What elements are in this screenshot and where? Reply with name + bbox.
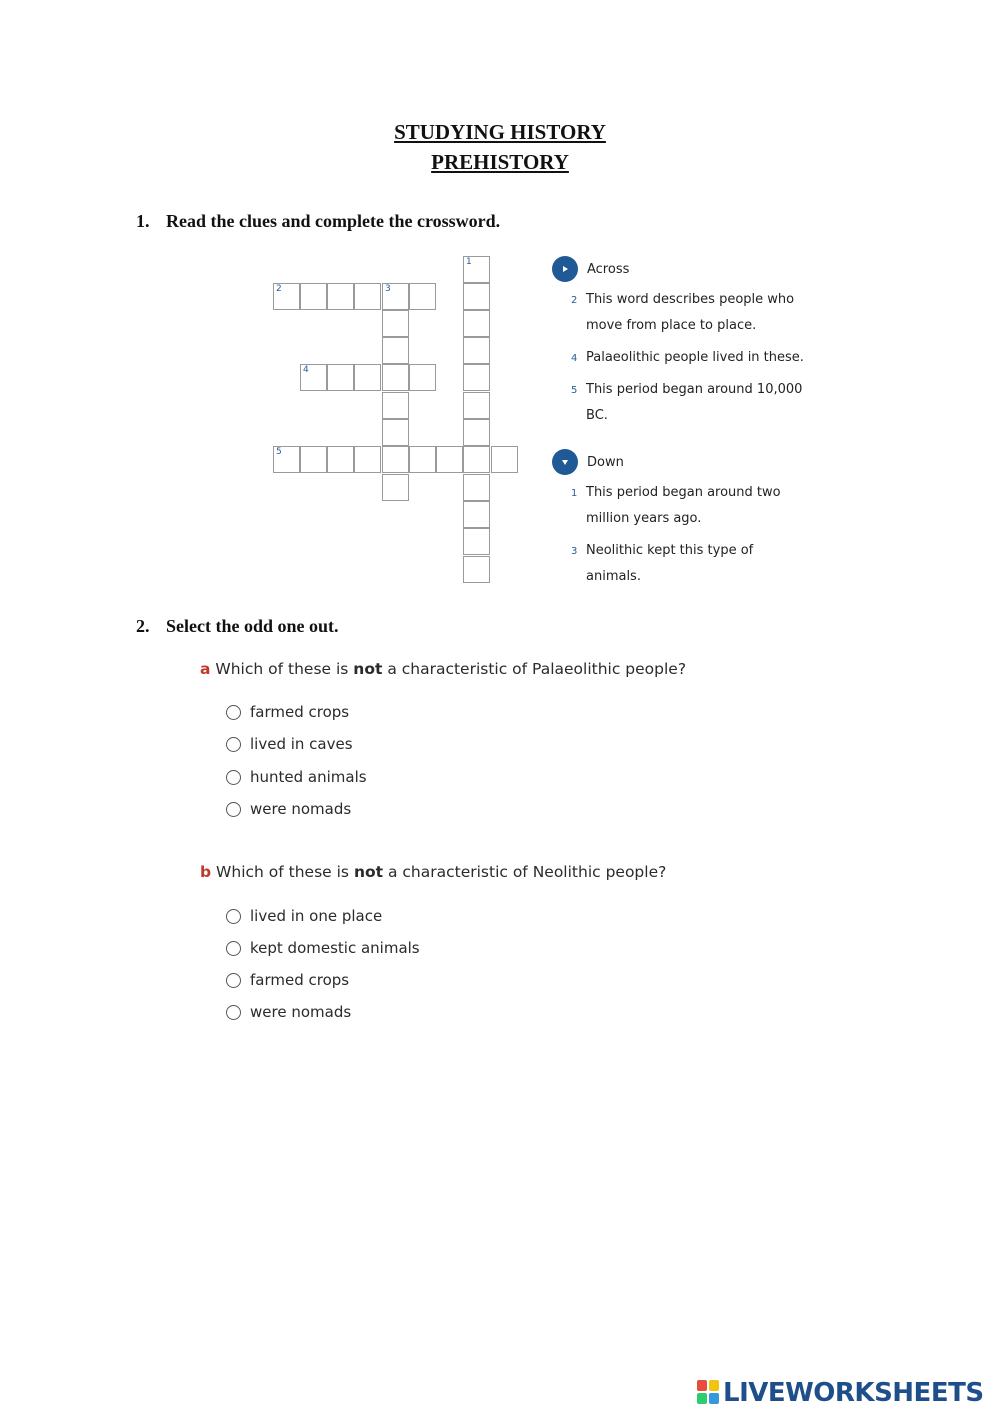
chevron-down-icon bbox=[552, 449, 578, 475]
crossword-cell-1d-6[interactable] bbox=[463, 392, 490, 419]
question-2a-option[interactable] bbox=[226, 799, 351, 819]
option-label: hunted animals bbox=[250, 768, 367, 786]
crossword-cell-4a-5[interactable] bbox=[409, 364, 436, 391]
question-2-number: 2. bbox=[136, 616, 150, 636]
crossword-cell-5a-4[interactable] bbox=[354, 446, 381, 473]
crossword-cell-3d-3[interactable] bbox=[382, 337, 409, 364]
across-clue-5-line1: This period began around 10,000 bbox=[586, 382, 803, 397]
question-2a-letter: a bbox=[200, 660, 211, 678]
radio-button[interactable] bbox=[226, 737, 241, 752]
down-clue-3-line1: Neolithic kept this type of bbox=[586, 543, 754, 558]
down-clue-number: 3 bbox=[571, 546, 578, 557]
radio-button[interactable] bbox=[226, 770, 241, 785]
question-2a-option[interactable] bbox=[226, 734, 353, 754]
option-label: farmed crops bbox=[250, 971, 350, 989]
crossword-cell-5a-9[interactable] bbox=[491, 446, 518, 473]
crossword-cell-1d-9[interactable] bbox=[463, 474, 490, 501]
crossword-cell-5a-5[interactable] bbox=[382, 446, 409, 473]
crossword-cell-4a-3[interactable] bbox=[354, 364, 381, 391]
across-clue-number: 2 bbox=[571, 295, 578, 306]
across-clue-2 bbox=[586, 287, 808, 339]
play-arrow-icon bbox=[552, 256, 578, 282]
clue-number-4: 4 bbox=[303, 365, 309, 375]
crossword-cell-3d-5[interactable] bbox=[382, 392, 409, 419]
radio-button[interactable] bbox=[226, 941, 241, 956]
liveworksheets-logo bbox=[697, 1378, 984, 1408]
crossword-cell-1d-11[interactable] bbox=[463, 528, 490, 555]
crossword-cell-2a-6[interactable] bbox=[409, 283, 436, 310]
question-2b-option[interactable] bbox=[226, 906, 382, 926]
clue-number-3: 3 bbox=[385, 284, 391, 294]
option-label: lived in one place bbox=[250, 907, 383, 925]
across-clue-4-line1: Palaeolithic people lived in these. bbox=[586, 350, 804, 365]
down-clue-number: 1 bbox=[571, 488, 578, 499]
question-2a-option[interactable] bbox=[226, 702, 349, 722]
radio-button[interactable] bbox=[226, 973, 241, 988]
crossword-cell-2a-5[interactable] bbox=[382, 283, 409, 310]
crossword-cell-1d-1[interactable] bbox=[463, 256, 490, 283]
crossword-cell-1d-12[interactable] bbox=[463, 556, 490, 583]
across-clue-4 bbox=[586, 345, 808, 371]
option-label: farmed crops bbox=[250, 703, 350, 721]
radio-button[interactable] bbox=[226, 909, 241, 924]
crossword-cell-4a-1[interactable] bbox=[300, 364, 327, 391]
crossword-cell-5a-2[interactable] bbox=[300, 446, 327, 473]
down-header[interactable] bbox=[552, 449, 624, 475]
question-2a-prompt bbox=[200, 660, 686, 678]
across-title: Across bbox=[587, 261, 630, 277]
crossword-cell-2a-4[interactable] bbox=[354, 283, 381, 310]
across-clue-number: 5 bbox=[571, 385, 578, 396]
question-2a-post: a characteristic of Palaeolithic people? bbox=[382, 660, 687, 678]
radio-button[interactable] bbox=[226, 1005, 241, 1020]
crossword-cell-1d-2[interactable] bbox=[463, 283, 490, 310]
logo-mark-icon bbox=[697, 1380, 721, 1406]
across-clue-5-line2: BC. bbox=[586, 408, 608, 423]
option-label: were nomads bbox=[250, 1003, 352, 1021]
crossword-cell-5a-3[interactable] bbox=[327, 446, 354, 473]
crossword-cell-2a-2[interactable] bbox=[300, 283, 327, 310]
crossword-cell-1d-4[interactable] bbox=[463, 337, 490, 364]
across-clue-5 bbox=[586, 377, 808, 429]
question-2b-option[interactable] bbox=[226, 1002, 351, 1022]
crossword-cell-3d-6[interactable] bbox=[382, 419, 409, 446]
question-2b-prompt bbox=[200, 863, 666, 881]
option-label: kept domestic animals bbox=[250, 939, 420, 957]
crossword-cell-3d-2[interactable] bbox=[382, 310, 409, 337]
option-label: lived in caves bbox=[250, 735, 353, 753]
question-2b-option[interactable] bbox=[226, 970, 349, 990]
crossword-cell-5a-6[interactable] bbox=[409, 446, 436, 473]
question-2b-option[interactable] bbox=[226, 938, 420, 958]
question-1-number: 1. bbox=[136, 211, 150, 231]
down-title: Down bbox=[587, 454, 624, 470]
option-label: were nomads bbox=[250, 800, 352, 818]
question-1-heading bbox=[136, 211, 500, 232]
question-1-text: Read the clues and complete the crossword. bbox=[166, 211, 501, 231]
crossword-cell-4a-2[interactable] bbox=[327, 364, 354, 391]
down-clue-1-line1: This period began around two bbox=[586, 485, 781, 500]
clue-number-1: 1 bbox=[466, 257, 472, 267]
question-2a-pre: Which of these is bbox=[215, 660, 354, 678]
across-clue-2-line2: move from place to place. bbox=[586, 318, 757, 333]
across-clue-2-line1: This word describes people who bbox=[586, 292, 795, 307]
crossword-cell-3d-8[interactable] bbox=[382, 474, 409, 501]
crossword-cell-4a-4[interactable] bbox=[382, 364, 409, 391]
crossword-cell-2a-3[interactable] bbox=[327, 283, 354, 310]
clue-number-2: 2 bbox=[276, 284, 282, 294]
crossword-cell-5a-7[interactable] bbox=[436, 446, 463, 473]
down-clue-1 bbox=[586, 480, 808, 532]
question-2-text: Select the odd one out. bbox=[166, 616, 339, 636]
crossword-cell-1d-3[interactable] bbox=[463, 310, 490, 337]
clue-number-5: 5 bbox=[276, 447, 282, 457]
crossword-cell-1d-5[interactable] bbox=[463, 364, 490, 391]
across-header[interactable] bbox=[552, 256, 629, 282]
logo-text: LIVEWORKSHEETS bbox=[723, 1378, 984, 1408]
crossword-cell-5a-1[interactable] bbox=[273, 446, 300, 473]
down-clue-1-line2: million years ago. bbox=[586, 511, 702, 526]
down-clue-3-line2: animals. bbox=[586, 569, 641, 584]
worksheet-title: STUDYING HISTORY bbox=[394, 120, 606, 144]
question-2b-letter: b bbox=[200, 863, 212, 881]
across-clue-number: 4 bbox=[571, 353, 578, 364]
question-2b-post: a characteristic of Neolithic people? bbox=[383, 863, 667, 881]
crossword-cell-1d-10[interactable] bbox=[463, 501, 490, 528]
radio-button[interactable] bbox=[226, 705, 241, 720]
worksheet-subtitle: PREHISTORY bbox=[431, 150, 569, 174]
question-2-heading bbox=[136, 616, 339, 637]
question-2b-pre: Which of these is bbox=[216, 863, 354, 881]
crossword-cell-2a-1[interactable] bbox=[273, 283, 300, 310]
crossword-cell-1d-7[interactable] bbox=[463, 419, 490, 446]
question-2b-emphasis: not bbox=[353, 863, 384, 881]
question-2a-option[interactable] bbox=[226, 767, 367, 787]
question-2a-emphasis: not bbox=[353, 660, 383, 678]
radio-button[interactable] bbox=[226, 802, 241, 817]
down-clue-3 bbox=[586, 538, 808, 584]
crossword-cell-1d-8[interactable] bbox=[463, 446, 490, 473]
